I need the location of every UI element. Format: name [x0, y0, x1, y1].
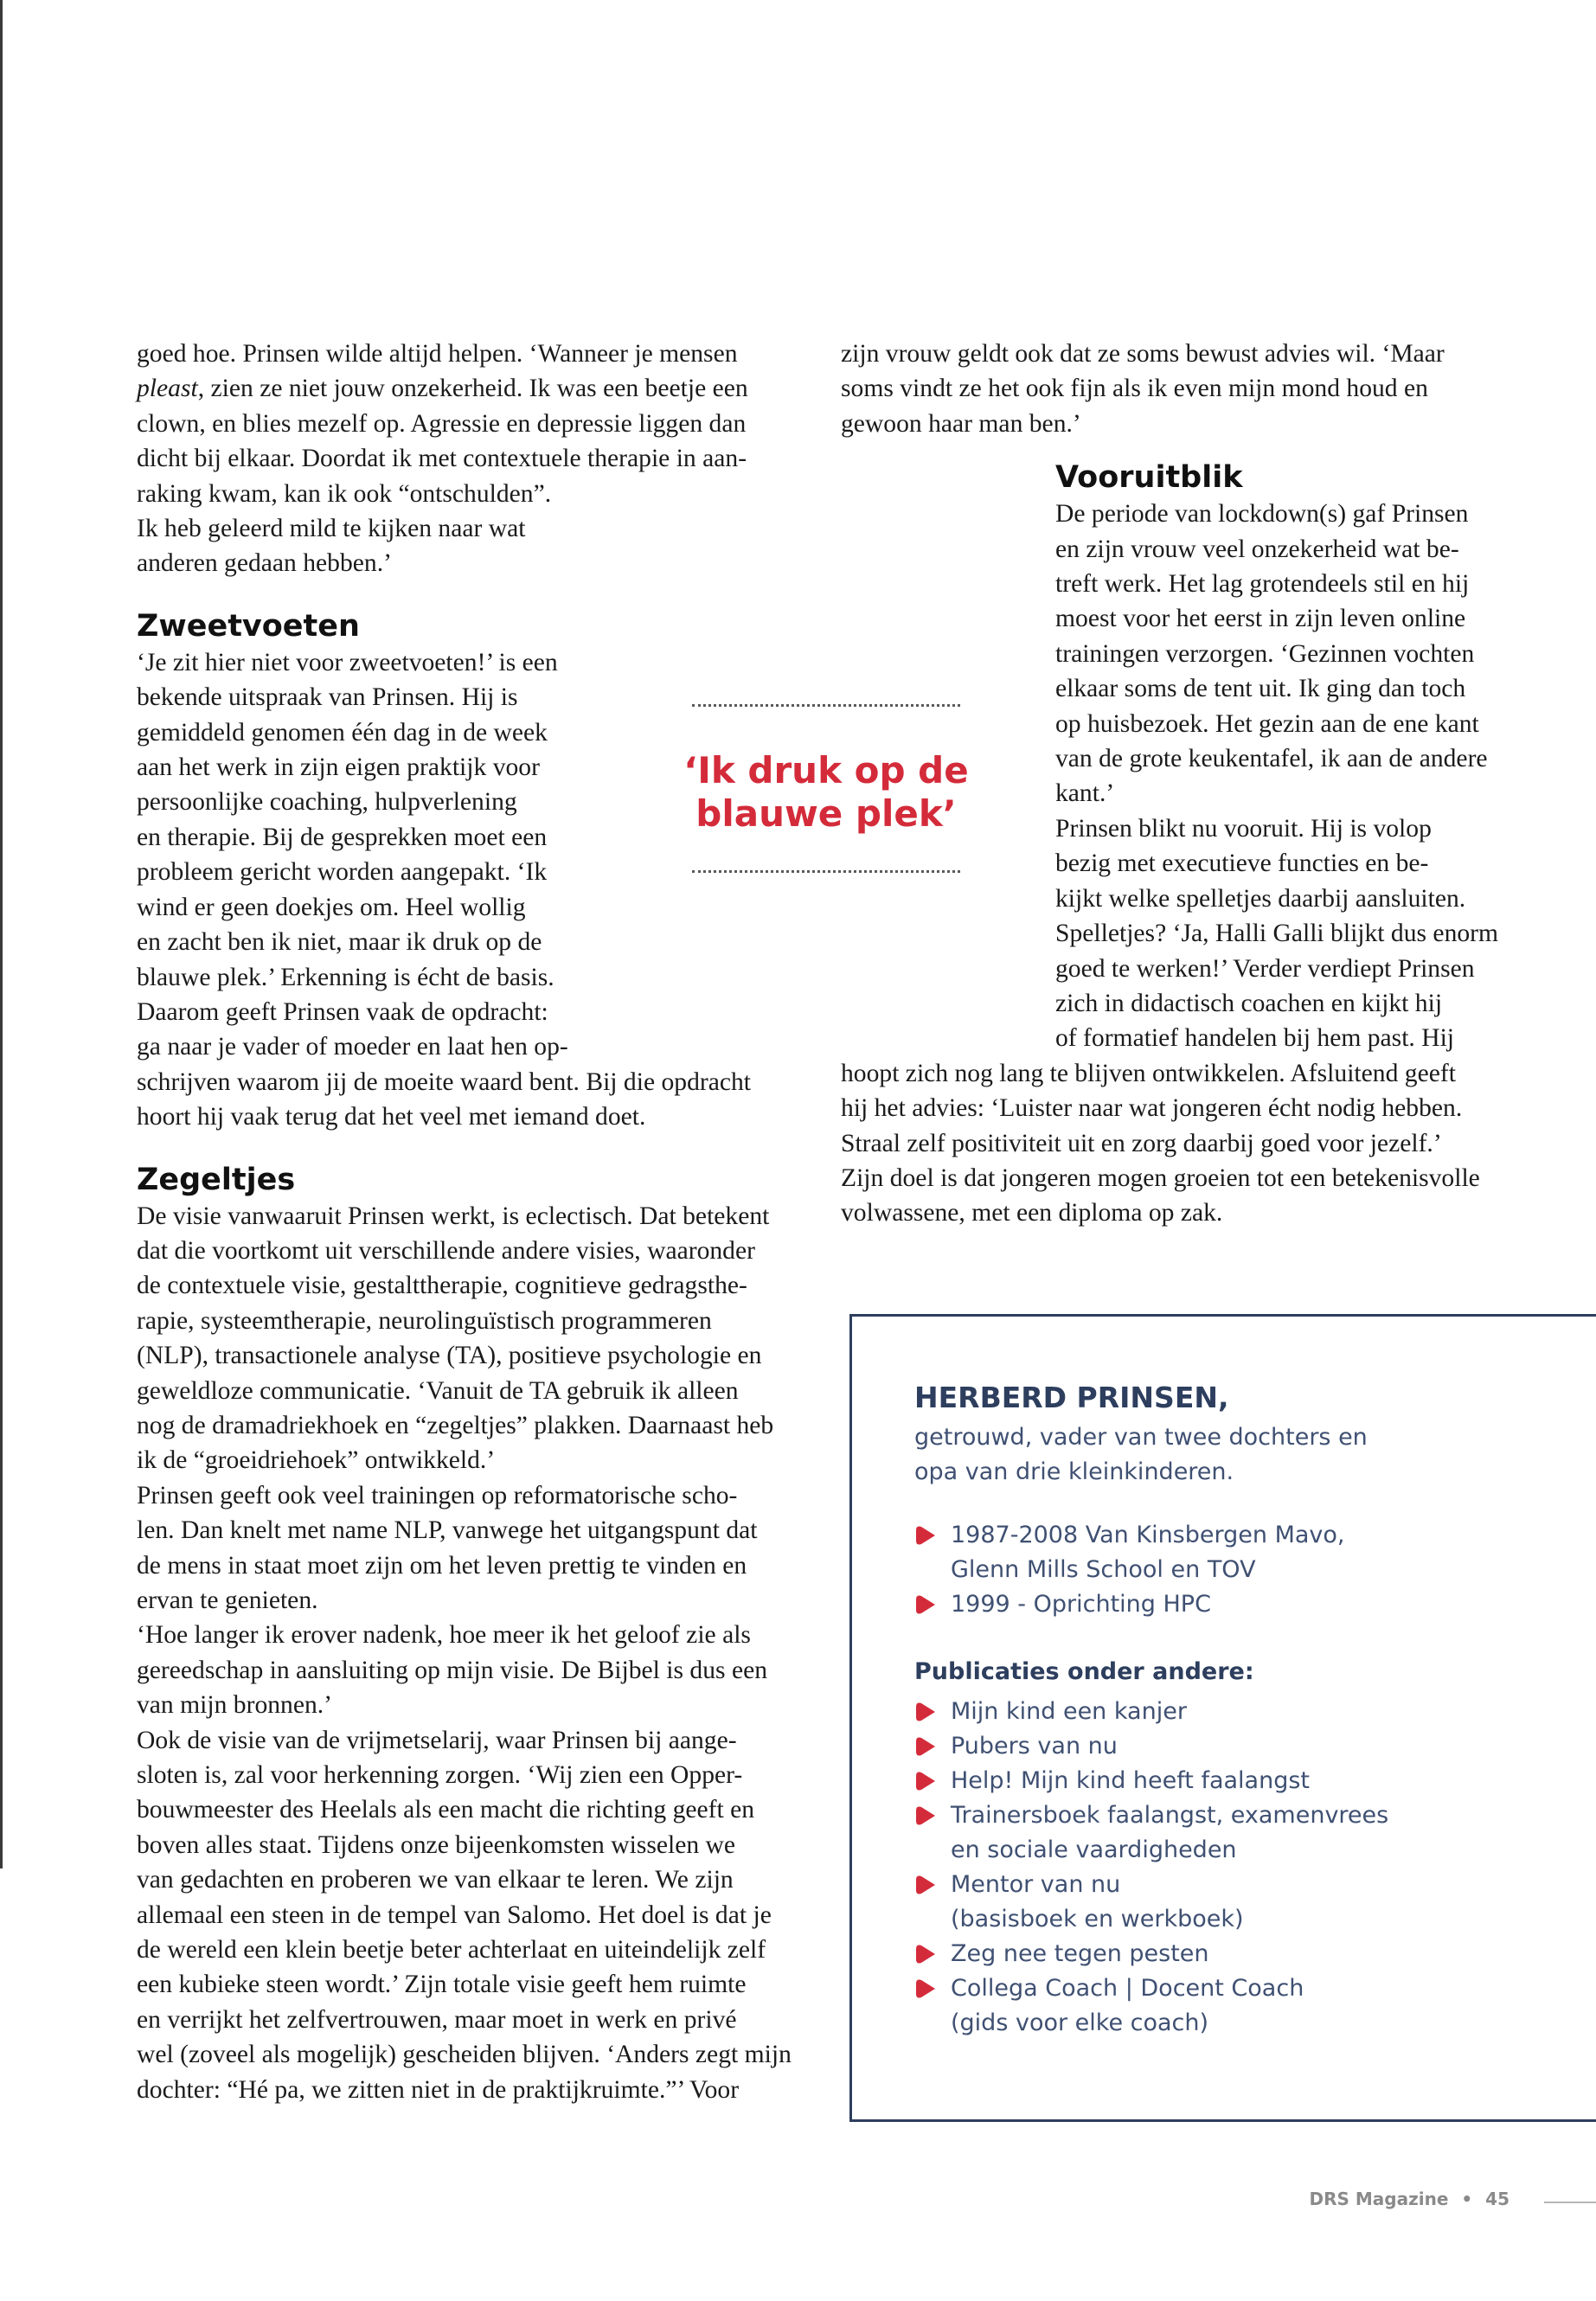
body-line: Daarom geeft Prinsen vaak de opdracht:	[137, 997, 548, 1026]
body-line: bezig met executieve functies en be-	[1055, 849, 1429, 878]
profile-box	[849, 1314, 1596, 2122]
body-line: Prinsen geeft ook veel trainingen op reformatorische scho-	[137, 1481, 738, 1509]
left-column	[137, 336, 811, 2107]
body-line: wel (zoveel als mogelijk) gescheiden blijven. ‘Anders zegt mijn	[137, 2041, 792, 2069]
body-line: en zijn vrouw veel onzekerheid wat be-	[1055, 535, 1459, 563]
list-item: Zeg nee tegen pesten	[914, 1937, 1388, 1971]
body-line: een kubieke steen wordt.’ Zijn totale visie geeft hem ruimte	[137, 1971, 747, 1999]
body-line: op huisbezoek. Het gezin aan de ene kant	[1055, 709, 1479, 738]
body-line: bouwmeester des Heelals als een macht die richting geeft en	[137, 1796, 755, 1824]
footer-separator: •	[1461, 2189, 1473, 2209]
body-line: de wereld een klein beetje beter achterlaat en uiteindelijk zelf	[137, 1936, 766, 1965]
body-line: ga naar je vader of moeder en laat hen op-	[137, 1033, 568, 1061]
body-line: schrijven waarom jij de moeite waard bent. Bij die opdracht	[137, 1067, 752, 1096]
publications-heading: Publicaties onder andere:	[914, 1658, 1254, 1685]
body-line: len. Dan knelt met name NLP, vanwege het uitgangspunt dat	[137, 1516, 758, 1545]
heart-bullet-icon	[914, 1525, 937, 1546]
body-line: ‘Hoe langer ik erover nadenk, hoe meer ik het geloof zie als	[137, 1621, 751, 1650]
italic-word: pleast	[137, 375, 198, 403]
body-line: probleem gericht worden aangepakt. ‘Ik	[137, 858, 548, 887]
body-line: dat die voortkomt uit verschillende andere visies, waaronder	[137, 1236, 755, 1265]
body-line: treft werk. Het lag grotendeels stil en hij	[1055, 570, 1470, 599]
body-line: De visie vanwaaruit Prinsen werkt, is eclectisch. Dat betekent	[137, 1202, 770, 1230]
list-item: Pubers van nu	[914, 1729, 1388, 1764]
body-line: en zacht ben ik niet, maar ik druk op de	[137, 928, 542, 957]
body-line: gewoon haar man ben.’	[841, 409, 1081, 438]
vooruitblik-body	[841, 497, 1533, 1231]
page-edge	[0, 0, 3, 1868]
list-item: 1999 - Oprichting HPC	[914, 1587, 1345, 1622]
profile-name: HERBERD PRINSEN,	[914, 1381, 1229, 1414]
list-item: Help! Mijn kind heeft faalangst	[914, 1764, 1388, 1798]
body-line: raking kwam, kan ik ook “ontschulden”.	[137, 479, 552, 508]
body-line: van mijn bronnen.’	[137, 1691, 333, 1720]
body-line: gemiddeld genomen één dag in de week	[137, 718, 548, 747]
body-line: persoonlijke coaching, hulpverlening	[137, 788, 517, 817]
body-line: en verrijkt het zelfvertrouwen, maar moet in werk en privé	[137, 2005, 737, 2034]
heart-bullet-icon	[914, 1702, 937, 1722]
body-line: kant.’	[1055, 779, 1115, 808]
body-line: gereedschap in aansluiting op mijn visie. De Bijbel is dus een	[137, 1656, 768, 1684]
right-column	[841, 336, 1533, 1231]
footer-rule	[1544, 2202, 1596, 2203]
body-line: hoort hij vaak terug dat het veel met iemand doet.	[137, 1103, 646, 1131]
body-line: (NLP), transactionele analyse (TA), positieve psychologie en	[137, 1342, 762, 1370]
body-line: clown, en blies mezelf op. Agressie en depressie liggen dan	[137, 409, 747, 438]
heart-bullet-icon	[914, 1875, 937, 1895]
page-number: 45	[1485, 2189, 1509, 2209]
section-heading-vooruitblik: Vooruitblik	[1055, 460, 1243, 496]
heart-bullet-icon	[914, 1978, 937, 1999]
body-line: boven alles staat. Tijdens onze bijeenkomsten wisselen we	[137, 1830, 736, 1859]
body-line: aan het werk in zijn eigen praktijk voor	[137, 753, 540, 782]
body-line: zich in didactisch coachen en kijkt hij	[1055, 989, 1443, 1017]
list-item: Collega Coach | Docent Coach (gids voor elke coach)	[914, 1971, 1388, 2041]
body-line: blauwe plek.’ Erkenning is écht de basis.	[137, 963, 554, 991]
body-line: hij het advies: ‘Luister naar wat jongeren écht nodig hebben.	[841, 1094, 1463, 1123]
body-line: pleast, zien ze niet jouw onzekerheid. Ik was een beetje een	[137, 375, 748, 403]
body-line: trainingen verzorgen. ‘Gezinnen vochten	[1055, 639, 1475, 668]
body-line: ik de “groeidriehoek” ontwikkeld.’	[137, 1446, 496, 1475]
body-line: en therapie. Bij de gesprekken moet een	[137, 823, 548, 851]
body-line: sloten is, zal voor herkenning zorgen. ‘Wij zien een Opper-	[137, 1761, 743, 1790]
body-line: volwassene, met een diploma op zak.	[841, 1199, 1223, 1227]
body-line: dicht bij elkaar. Doordat ik met contextuele therapie in aan-	[137, 445, 747, 473]
body-line: de contextuele visie, gestalttherapie, cognitieve gedragsthe-	[137, 1272, 747, 1300]
section-heading-zegeltjes: Zegeltjes	[137, 1162, 296, 1197]
body-line: Prinsen blikt nu vooruit. Hij is volop	[1055, 814, 1432, 843]
heart-bullet-icon	[914, 1736, 937, 1757]
body-line: rapie, systeemtherapie, neurolinguïstisch programmeren	[137, 1306, 712, 1335]
body-line: van de grote keukentafel, ik aan de andere	[1055, 745, 1488, 773]
body-line: soms vindt ze het ook fijn als ik even mijn mond houd en	[841, 375, 1428, 403]
list-item: 1987-2008 Van Kinsbergen Mavo, Glenn Mills School en TOV	[914, 1518, 1345, 1587]
body-line: Zijn doel is dat jongeren mogen groeien tot een betekenisvolle	[841, 1163, 1480, 1192]
body-line: Ik heb geleerd mild te kijken naar wat	[137, 515, 526, 543]
body-line: Spelletjes? ‘Ja, Halli Galli blijkt dus enorm	[1055, 920, 1499, 948]
body-line: Straal zelf positiviteit uit en zorg daarbij goed voor jezelf.’	[841, 1129, 1442, 1157]
body-line: dochter: “Hé pa, we zitten niet in de praktijkruimte.”’ Voor	[137, 2075, 740, 2104]
list-item: Trainersboek faalangst, examenvrees en sociale vaardigheden	[914, 1798, 1388, 1868]
body-line: goed hoe. Prinsen wilde altijd helpen. ‘Wanneer je mensen	[137, 340, 738, 368]
body-line: kijkt welke spelletjes daarbij aansluiten.	[1055, 884, 1466, 913]
body-line: elkaar soms de tent uit. Ik ging dan toch	[1055, 675, 1466, 703]
list-item: Mentor van nu (basisboek en werkboek)	[914, 1868, 1388, 1937]
heart-bullet-icon	[914, 1594, 937, 1615]
body-line: goed te werken!’ Verder verdiept Prinsen	[1055, 954, 1475, 983]
body-line: De periode van lockdown(s) gaf Prinsen	[1055, 500, 1469, 529]
body-line: ervan te genieten.	[137, 1586, 318, 1614]
body-line: moest voor het eerst in zijn leven online	[1055, 605, 1466, 633]
career-list	[914, 1518, 1345, 1622]
body-line: allemaal een steen in de tempel van Salomo. Het doel is dat je	[137, 1900, 772, 1929]
body-line: de mens in staat moet zijn om het leven prettig te vinden en	[137, 1551, 747, 1580]
magazine-name: DRS Magazine	[1309, 2189, 1449, 2209]
body-line: bekende uitspraak van Prinsen. Hij is	[137, 683, 518, 712]
body-line: nog de dramadriekhoek en “zegeltjes” plakken. Daarnaast heb	[137, 1411, 774, 1439]
body-line: zijn vrouw geldt ook dat ze soms bewust advies wil. ‘Maar	[841, 340, 1445, 368]
heart-bullet-icon	[914, 1805, 937, 1826]
body-line: anderen gedaan hebben.’	[137, 549, 392, 578]
body-line: wind er geen doekjes om. Heel wollig	[137, 893, 526, 921]
profile-description: getrouwd, vader van twee dochters en opa van drie kleinkinderen.	[914, 1424, 1368, 1485]
section2-body	[137, 1199, 811, 2108]
body-line: van gedachten en proberen we van elkaar te leren. We zijn	[137, 1866, 734, 1894]
list-item: Mijn kind een kanjer	[914, 1695, 1388, 1729]
publications-list	[914, 1695, 1388, 2041]
body-line: Ook de visie van de vrijmetselarij, waar Prinsen bij aange-	[137, 1726, 737, 1754]
body-line: hoopt zich nog lang te blijven ontwikkelen. Afsluitend geeft	[841, 1059, 1456, 1087]
heart-bullet-icon	[914, 1944, 937, 1965]
page-footer	[1310, 2189, 1509, 2209]
section-heading-zweetvoeten: Zweetvoeten	[137, 608, 360, 644]
heart-bullet-icon	[914, 1771, 937, 1791]
body-line: of formatief handelen bij hem past. Hij	[1055, 1024, 1455, 1053]
body-line: ‘Je zit hier niet voor zweetvoeten!’ is een	[137, 648, 558, 676]
pull-quote-text: ‘Ik druk op de blauwe plek’	[683, 749, 969, 835]
body-line: geweldloze communicatie. ‘Vanuit de TA gebruik ik alleen	[137, 1376, 739, 1405]
